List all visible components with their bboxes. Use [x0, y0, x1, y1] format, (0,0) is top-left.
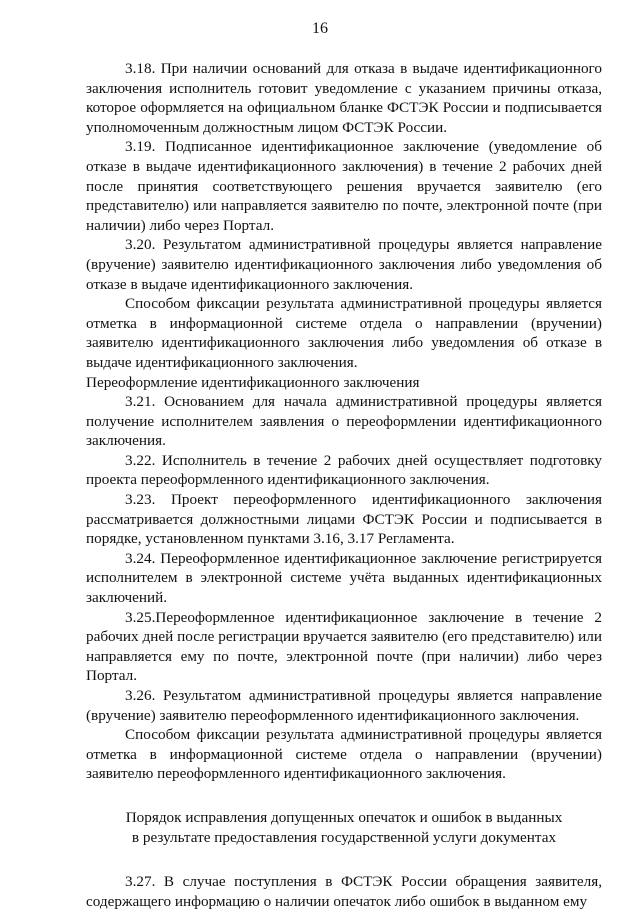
paragraph-3-23: 3.23. Проект переоформленного идентификационного заключения рассматривается должностными лицами ФСТЭК России и подписывается в порядке, установленном пунктами 3.16, 3.17 Регламента.: [86, 491, 602, 548]
paragraph-3-21: 3.21. Основанием для начала административной процедуры является получение исполнителем заявления о переоформлении идентификационного заключения.: [86, 393, 602, 450]
paragraph-3-22: 3.22. Исполнитель в течение 2 рабочих дней осуществляет подготовку проекта переоформленного идентификационного заключения.: [86, 451, 602, 489]
paragraph-3-19: 3.19. Подписанное идентификационное заключение (уведомление об отказе в выдаче идентификационного заключения) в течение 2 рабочих дней после принятия соответствующего решения вручается заявителю (его представителю) или направляется заявителю по почте, электронной почте (при наличии) либо через Портал.: [86, 138, 602, 234]
paragraph-3-20: 3.20. Результатом административной процедуры является направление (вручение) заявителю идентификационного заключения либо уведомления об отказе в выдаче идентификационного заключения.: [86, 236, 602, 293]
section-heading-corrections-line-2: в результате предоставления государственной услуги документах: [131, 828, 557, 846]
paragraph-3-27: 3.27. В случае поступления в ФСТЭК России обращения заявителя, содержащего информацию о наличии опечаток либо ошибок в выданном ему: [86, 872, 602, 910]
paragraph-3-25: 3.25.Переоформленное идентификационное заключение в течение 2 рабочих дней после регистрации вручается заявителю (его представителю) или направляется ему по почте, электронной почте (при наличии) либо через Портал.: [86, 608, 602, 685]
paragraph-fixation-2: Способом фиксации результата административной процедуры является отметка в информационной системе отдела о направлении (вручении) заявителю переоформленного идентификационного заключения.: [86, 726, 602, 783]
page-number: 16: [312, 20, 328, 37]
paragraph-3-26: 3.26. Результатом административной процедуры является направление (вручение) заявителю переоформленного идентификационного заключения.: [86, 687, 602, 724]
paragraph-3-24: 3.24. Переоформленное идентификационное заключение регистрируется исполнителем в электронной системе учёта выданных идентификационных заключений.: [86, 549, 602, 607]
section-heading-reissue: Переоформление идентификационного заключения: [86, 373, 420, 391]
section-heading-corrections-line-1: Порядок исправления допущенных опечаток и ошибок в выданных: [125, 808, 563, 826]
document-body: [86, 59, 602, 911]
paragraph-3-18: 3.18. При наличии оснований для отказа в выдаче идентификационного заключения исполнитель готовит уведомление с указанием причины отказа, которое оформляется на официальном бланке ФСТЭК России и подписывается уполномоченным должностным лицом ФСТЭК России.: [86, 60, 602, 136]
section-heading-corrections: [86, 808, 602, 848]
paragraph-fixation-1: Способом фиксации результата административной процедуры является отметка в информационной системе отдела о направлении (вручении) заявителю идентификационного заключения либо уведомления об отказе в выдаче идентификационного заключения.: [86, 295, 602, 371]
